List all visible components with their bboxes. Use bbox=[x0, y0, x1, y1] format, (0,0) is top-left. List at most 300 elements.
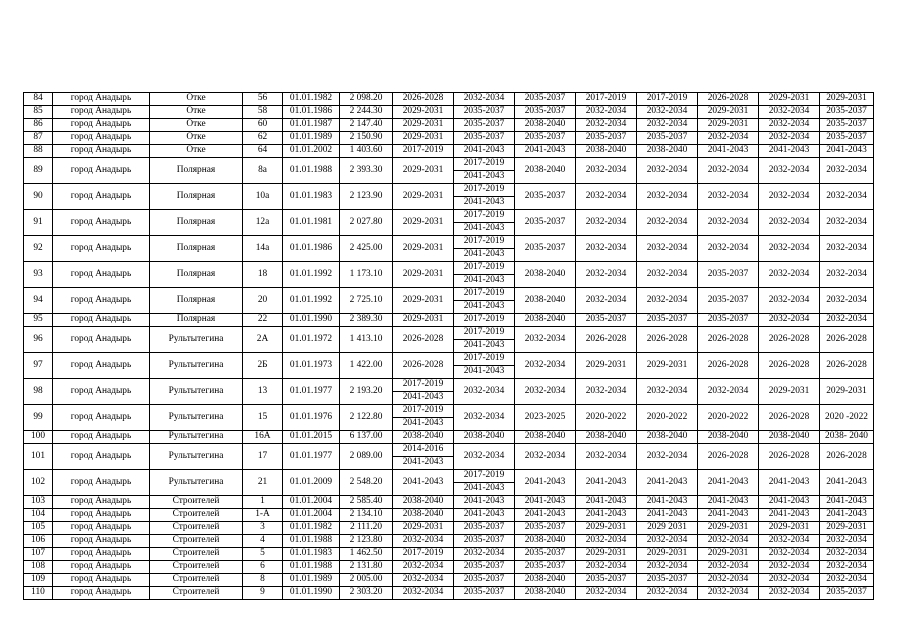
house-number-cell: 8 bbox=[243, 574, 283, 587]
period-cell: 2032-2034 bbox=[698, 132, 759, 145]
period-cell: 2038-2040 bbox=[576, 145, 637, 158]
city-cell: город Анадырь bbox=[53, 236, 150, 262]
period-cell: 2035-2037 bbox=[454, 535, 515, 548]
period-cell: 2041-2043 bbox=[820, 496, 874, 509]
period-cell: 2032-2034 bbox=[698, 184, 759, 210]
street-cell: Рультытегина bbox=[150, 379, 243, 405]
period-cell: 2032-2034 bbox=[820, 210, 874, 236]
house-number-cell: 21 bbox=[243, 470, 283, 496]
street-cell: Строителей bbox=[150, 561, 243, 574]
period-cell: 2035-2037 bbox=[454, 587, 515, 600]
period-cell: 2032-2034 bbox=[393, 587, 454, 600]
row-number-cell: 93 bbox=[24, 262, 53, 288]
commission-date-cell: 01.01.1973 bbox=[283, 353, 340, 379]
house-number-cell: 16А bbox=[243, 431, 283, 444]
table-row bbox=[24, 561, 874, 574]
split-period-cell bbox=[393, 444, 453, 469]
period-cell: 2017-2019 bbox=[454, 314, 515, 327]
table-row bbox=[24, 522, 874, 535]
period-cell: 2035-2037 bbox=[820, 587, 874, 600]
house-number-cell: 2А bbox=[243, 327, 283, 353]
period-cell: 2032-2034 bbox=[515, 353, 576, 379]
period-cell: 2026-2028 bbox=[637, 327, 698, 353]
period-cell: 2032-2034 bbox=[576, 262, 637, 288]
commission-date-cell: 01.01.2015 bbox=[283, 431, 340, 444]
city-cell: город Анадырь bbox=[53, 522, 150, 535]
period-cell: 2032-2034 bbox=[698, 587, 759, 600]
period-cell: 2032-2034 bbox=[759, 210, 820, 236]
area-cell: 2 150.90 bbox=[340, 132, 393, 145]
split-period-cell bbox=[454, 158, 514, 183]
table-row bbox=[24, 132, 874, 145]
period-cell: 2029-2031 bbox=[393, 522, 454, 535]
street-cell: Полярная bbox=[150, 314, 243, 327]
period-cell: 2032-2034 bbox=[515, 327, 576, 353]
split-period-cell bbox=[454, 327, 514, 352]
period-cell: 2035-2037 bbox=[454, 132, 515, 145]
commission-date-cell: 01.01.2002 bbox=[283, 145, 340, 158]
split-period-cell bbox=[393, 405, 453, 430]
period-cell: 2029-2031 bbox=[393, 236, 454, 262]
period-cell: 2041-2043 bbox=[576, 470, 637, 496]
period-cell: 2038-2040 bbox=[698, 431, 759, 444]
commission-date-cell: 01.01.1992 bbox=[283, 262, 340, 288]
commission-date-cell: 01.01.1990 bbox=[283, 314, 340, 327]
street-cell: Рультытегина bbox=[150, 444, 243, 470]
period-cell: 2035-2037 bbox=[515, 236, 576, 262]
street-cell: Отке bbox=[150, 145, 243, 158]
period-cell: 2020 -2022 bbox=[820, 405, 874, 431]
row-number-cell: 84 bbox=[24, 93, 53, 106]
street-cell: Отке bbox=[150, 132, 243, 145]
period-cell: 2041-2043 bbox=[393, 470, 454, 496]
period-cell: 2032-2034 bbox=[759, 184, 820, 210]
street-cell: Полярная bbox=[150, 184, 243, 210]
period-cell: 2035-2037 bbox=[698, 314, 759, 327]
street-cell: Рультытегина bbox=[150, 353, 243, 379]
house-number-cell: 56 bbox=[243, 93, 283, 106]
row-number-cell: 104 bbox=[24, 509, 53, 522]
period-cell: 2032-2034 bbox=[698, 158, 759, 184]
house-number-cell: 6 bbox=[243, 561, 283, 574]
period-cell: 2038-2040 bbox=[515, 587, 576, 600]
period-cell: 2026-2028 bbox=[759, 353, 820, 379]
table-row bbox=[24, 535, 874, 548]
commission-date-cell: 01.01.1977 bbox=[283, 379, 340, 405]
period-cell: 2041-2043 bbox=[698, 470, 759, 496]
area-cell: 2 005.00 bbox=[340, 574, 393, 587]
period-cell: 2032-2034 bbox=[637, 587, 698, 600]
street-cell: Рультытегина bbox=[150, 327, 243, 353]
city-cell: город Анадырь bbox=[53, 496, 150, 509]
period-cell: 2038-2040 bbox=[759, 431, 820, 444]
table-row bbox=[24, 262, 874, 288]
commission-date-cell: 01.01.2009 bbox=[283, 470, 340, 496]
period-cell: 2032-2034 bbox=[698, 379, 759, 405]
period-cell: 2032-2034 bbox=[454, 444, 515, 470]
street-cell: Строителей bbox=[150, 535, 243, 548]
period-cell bbox=[393, 405, 454, 431]
commission-date-cell: 01.01.1976 bbox=[283, 405, 340, 431]
area-cell: 2 244.30 bbox=[340, 106, 393, 119]
period-cell: 2035-2037 bbox=[515, 132, 576, 145]
period-cell: 2035-2037 bbox=[454, 119, 515, 132]
house-number-cell: 2Б bbox=[243, 353, 283, 379]
table-row bbox=[24, 184, 874, 210]
period-cell: 2029-2031 bbox=[637, 548, 698, 561]
period-cell: 2032-2034 bbox=[515, 379, 576, 405]
split-period-cell bbox=[454, 288, 514, 313]
city-cell: город Анадырь bbox=[53, 470, 150, 496]
table-row bbox=[24, 379, 874, 405]
period-cell: 2032-2034 bbox=[637, 106, 698, 119]
house-number-cell: 4 bbox=[243, 535, 283, 548]
area-cell: 2 027.80 bbox=[340, 210, 393, 236]
row-number-cell: 100 bbox=[24, 431, 53, 444]
period-cell: 2038-2040 bbox=[515, 158, 576, 184]
period-cell: 2035-2037 bbox=[820, 119, 874, 132]
commission-date-cell: 01.01.1989 bbox=[283, 574, 340, 587]
table-row bbox=[24, 496, 874, 509]
area-cell: 1 422.00 bbox=[340, 353, 393, 379]
house-number-cell: 18 bbox=[243, 262, 283, 288]
row-number-cell: 105 bbox=[24, 522, 53, 535]
period-cell: 2035-2037 bbox=[698, 288, 759, 314]
period-cell: 2026-2028 bbox=[393, 93, 454, 106]
city-cell: город Анадырь bbox=[53, 158, 150, 184]
period-cell: 2032-2034 bbox=[576, 444, 637, 470]
period-cell: 2038-2040 bbox=[515, 288, 576, 314]
period-cell: 2032-2034 bbox=[637, 158, 698, 184]
house-number-cell: 1-А bbox=[243, 509, 283, 522]
area-cell: 1 462.50 bbox=[340, 548, 393, 561]
period-cell: 2035-2037 bbox=[454, 106, 515, 119]
split-period-cell bbox=[454, 184, 514, 209]
area-cell: 1 413.10 bbox=[340, 327, 393, 353]
row-number-cell: 99 bbox=[24, 405, 53, 431]
period-cell: 2038-2040 bbox=[393, 431, 454, 444]
house-number-cell: 14а bbox=[243, 236, 283, 262]
period-cell: 2029-2031 bbox=[698, 522, 759, 535]
table-row bbox=[24, 314, 874, 327]
commission-date-cell: 01.01.1987 bbox=[283, 119, 340, 132]
row-number-cell: 91 bbox=[24, 210, 53, 236]
period-cell: 2032-2034 bbox=[698, 535, 759, 548]
period-cell: 2041-2043 bbox=[820, 470, 874, 496]
period-cell: 2032-2034 bbox=[759, 236, 820, 262]
period-cell: 2029-2031 bbox=[759, 93, 820, 106]
period-value: 2041-2043 bbox=[393, 456, 453, 469]
row-number-cell: 97 bbox=[24, 353, 53, 379]
period-cell: 2038-2040 bbox=[515, 574, 576, 587]
commission-date-cell: 01.01.1988 bbox=[283, 561, 340, 574]
split-period-cell bbox=[454, 262, 514, 287]
area-cell: 2 303.20 bbox=[340, 587, 393, 600]
period-cell: 2038-2040 bbox=[515, 262, 576, 288]
period-cell: 2032-2034 bbox=[759, 132, 820, 145]
period-cell: 2026-2028 bbox=[820, 353, 874, 379]
period-cell: 2029-2031 bbox=[820, 93, 874, 106]
period-cell: 2020-2022 bbox=[637, 405, 698, 431]
commission-date-cell: 01.01.1977 bbox=[283, 444, 340, 470]
period-cell: 2017-2019 bbox=[393, 145, 454, 158]
period-cell: 2032-2034 bbox=[393, 561, 454, 574]
city-cell: город Анадырь bbox=[53, 327, 150, 353]
period-cell: 2032-2034 bbox=[454, 405, 515, 431]
period-cell: 2041-2043 bbox=[820, 509, 874, 522]
period-cell: 2023-2025 bbox=[515, 405, 576, 431]
period-cell: 2035-2037 bbox=[820, 132, 874, 145]
period-cell: 2026-2028 bbox=[820, 327, 874, 353]
city-cell: город Анадырь bbox=[53, 509, 150, 522]
period-cell: 2029-2031 bbox=[759, 379, 820, 405]
period-value: 2014-2016 bbox=[402, 444, 444, 455]
house-number-cell: 58 bbox=[243, 106, 283, 119]
period-cell: 2041-2043 bbox=[759, 509, 820, 522]
period-cell: 2032-2034 bbox=[637, 379, 698, 405]
house-number-cell: 64 bbox=[243, 145, 283, 158]
period-cell: 2041-2043 bbox=[698, 145, 759, 158]
table-row bbox=[24, 288, 874, 314]
period-cell: 2029-2031 bbox=[393, 119, 454, 132]
city-cell: город Анадырь bbox=[53, 548, 150, 561]
period-cell: 2032-2034 bbox=[698, 574, 759, 587]
city-cell: город Анадырь bbox=[53, 535, 150, 548]
period-cell: 2032-2034 bbox=[576, 119, 637, 132]
period-cell: 2032-2034 bbox=[759, 574, 820, 587]
period-cell: 2032-2034 bbox=[576, 184, 637, 210]
row-number-cell: 101 bbox=[24, 444, 53, 470]
period-cell: 2038-2040 bbox=[393, 509, 454, 522]
period-cell: 2038-2040 bbox=[637, 145, 698, 158]
period-cell bbox=[454, 262, 515, 288]
row-number-cell: 109 bbox=[24, 574, 53, 587]
period-cell: 2032-2034 bbox=[759, 262, 820, 288]
commission-date-cell: 01.01.2004 bbox=[283, 509, 340, 522]
period-cell: 2041-2043 bbox=[576, 496, 637, 509]
period-cell: 2026-2028 bbox=[698, 93, 759, 106]
period-value: 2041-2043 bbox=[454, 170, 514, 183]
period-cell: 2038-2040 bbox=[637, 431, 698, 444]
period-cell: 2035-2037 bbox=[820, 106, 874, 119]
house-number-cell: 15 bbox=[243, 405, 283, 431]
street-cell: Полярная bbox=[150, 236, 243, 262]
area-cell: 2 122.80 bbox=[340, 405, 393, 431]
city-cell: город Анадырь bbox=[53, 288, 150, 314]
table-row bbox=[24, 145, 874, 158]
street-cell: Строителей bbox=[150, 587, 243, 600]
period-cell: 2029-2031 bbox=[393, 288, 454, 314]
city-cell: город Анадырь bbox=[53, 184, 150, 210]
period-cell: 2032-2034 bbox=[393, 574, 454, 587]
period-cell: 2038-2040 bbox=[515, 119, 576, 132]
city-cell: город Анадырь bbox=[53, 353, 150, 379]
area-cell: 2 123.90 bbox=[340, 184, 393, 210]
period-cell: 2038- 2040 bbox=[820, 431, 874, 444]
period-cell: 2032-2034 bbox=[820, 288, 874, 314]
split-period-cell bbox=[454, 236, 514, 261]
period-cell: 2032-2034 bbox=[576, 158, 637, 184]
period-cell: 2029-2031 bbox=[576, 353, 637, 379]
row-number-cell: 90 bbox=[24, 184, 53, 210]
area-cell: 2 131.80 bbox=[340, 561, 393, 574]
period-cell: 2032-2034 bbox=[576, 561, 637, 574]
period-cell: 2035-2037 bbox=[637, 132, 698, 145]
period-cell: 2026-2028 bbox=[393, 353, 454, 379]
period-cell: 2035-2037 bbox=[576, 574, 637, 587]
period-cell: 2032-2034 bbox=[576, 587, 637, 600]
period-cell: 2026-2028 bbox=[576, 327, 637, 353]
house-number-cell: 1 bbox=[243, 496, 283, 509]
period-cell: 2029-2031 bbox=[393, 158, 454, 184]
period-cell: 2032-2034 bbox=[576, 106, 637, 119]
commission-date-cell: 01.01.1983 bbox=[283, 184, 340, 210]
period-cell: 2029-2031 bbox=[698, 548, 759, 561]
period-cell: 2032-2034 bbox=[637, 119, 698, 132]
commission-date-cell: 01.01.1982 bbox=[283, 93, 340, 106]
period-cell: 2029-2031 bbox=[576, 548, 637, 561]
period-cell: 2038-2040 bbox=[576, 431, 637, 444]
period-cell: 2029-2031 bbox=[698, 106, 759, 119]
period-cell: 2032-2034 bbox=[637, 236, 698, 262]
commission-date-cell: 01.01.1988 bbox=[283, 535, 340, 548]
row-number-cell: 96 bbox=[24, 327, 53, 353]
row-number-cell: 108 bbox=[24, 561, 53, 574]
period-cell: 2017-2019 bbox=[637, 93, 698, 106]
period-cell: 2032-2034 bbox=[698, 210, 759, 236]
area-cell: 2 425.00 bbox=[340, 236, 393, 262]
period-cell: 2035-2037 bbox=[515, 210, 576, 236]
house-number-cell: 9 bbox=[243, 587, 283, 600]
period-cell: 2032-2034 bbox=[820, 158, 874, 184]
period-cell: 2035-2037 bbox=[515, 184, 576, 210]
period-cell bbox=[454, 470, 515, 496]
period-cell: 2032-2034 bbox=[820, 262, 874, 288]
area-cell: 6 137.00 bbox=[340, 431, 393, 444]
street-cell: Отке bbox=[150, 119, 243, 132]
period-cell: 2029-2031 bbox=[393, 184, 454, 210]
period-cell: 2029-2031 bbox=[637, 353, 698, 379]
period-cell bbox=[454, 327, 515, 353]
period-cell: 2032-2034 bbox=[576, 288, 637, 314]
period-cell: 2032-2034 bbox=[576, 236, 637, 262]
commission-date-cell: 01.01.1988 bbox=[283, 158, 340, 184]
period-cell: 2041-2043 bbox=[820, 145, 874, 158]
table-row bbox=[24, 587, 874, 600]
period-value: 2017-2019 bbox=[463, 262, 505, 273]
period-cell: 2029-2031 bbox=[759, 522, 820, 535]
period-cell bbox=[454, 210, 515, 236]
table-row bbox=[24, 431, 874, 444]
commission-date-cell: 01.01.1972 bbox=[283, 327, 340, 353]
area-cell: 2 089.00 bbox=[340, 444, 393, 470]
period-cell: 2029-2031 bbox=[393, 106, 454, 119]
table-row bbox=[24, 509, 874, 522]
period-cell: 2029-2031 bbox=[698, 119, 759, 132]
city-cell: город Анадырь bbox=[53, 119, 150, 132]
period-cell: 2032-2034 bbox=[820, 184, 874, 210]
period-cell: 2026-2028 bbox=[759, 444, 820, 470]
period-value: 2041-2043 bbox=[454, 274, 514, 287]
area-cell: 2 193.20 bbox=[340, 379, 393, 405]
period-cell bbox=[393, 379, 454, 405]
period-cell: 2026-2028 bbox=[759, 405, 820, 431]
row-number-cell: 89 bbox=[24, 158, 53, 184]
period-cell: 2035-2037 bbox=[515, 561, 576, 574]
period-cell: 2029 2031 bbox=[637, 522, 698, 535]
split-period-cell bbox=[454, 353, 514, 378]
period-cell: 2032-2034 bbox=[759, 561, 820, 574]
street-cell: Полярная bbox=[150, 210, 243, 236]
area-cell: 2 389.30 bbox=[340, 314, 393, 327]
table-row bbox=[24, 327, 874, 353]
period-cell: 2032-2034 bbox=[820, 574, 874, 587]
street-cell: Полярная bbox=[150, 262, 243, 288]
period-cell bbox=[454, 353, 515, 379]
period-cell: 2032-2034 bbox=[637, 184, 698, 210]
period-cell: 2032-2034 bbox=[637, 288, 698, 314]
period-cell: 2029-2031 bbox=[576, 522, 637, 535]
period-cell: 2041-2043 bbox=[515, 509, 576, 522]
period-cell: 2035-2037 bbox=[454, 574, 515, 587]
period-value: 2017-2019 bbox=[402, 379, 444, 390]
table-row bbox=[24, 93, 874, 106]
street-cell: Полярная bbox=[150, 288, 243, 314]
period-cell: 2026-2028 bbox=[820, 444, 874, 470]
city-cell: город Анадырь bbox=[53, 93, 150, 106]
street-cell: Отке bbox=[150, 93, 243, 106]
period-cell: 2041-2043 bbox=[454, 509, 515, 522]
house-number-cell: 60 bbox=[243, 119, 283, 132]
period-cell: 2026-2028 bbox=[698, 353, 759, 379]
period-cell: 2041-2043 bbox=[759, 496, 820, 509]
table-row bbox=[24, 158, 874, 184]
split-period-cell bbox=[454, 210, 514, 235]
period-value: 2041-2043 bbox=[454, 222, 514, 235]
split-period-cell bbox=[393, 379, 453, 404]
period-cell: 2017-2019 bbox=[576, 93, 637, 106]
period-cell: 2032-2034 bbox=[637, 210, 698, 236]
period-cell: 2032-2034 bbox=[820, 548, 874, 561]
period-cell: 2038-2040 bbox=[515, 431, 576, 444]
city-cell: город Анадырь bbox=[53, 587, 150, 600]
period-cell: 2032-2034 bbox=[698, 236, 759, 262]
city-cell: город Анадырь bbox=[53, 262, 150, 288]
period-cell: 2032-2034 bbox=[759, 548, 820, 561]
period-cell: 2035-2037 bbox=[454, 522, 515, 535]
row-number-cell: 103 bbox=[24, 496, 53, 509]
commission-date-cell: 01.01.1992 bbox=[283, 288, 340, 314]
city-cell: город Анадырь bbox=[53, 405, 150, 431]
period-cell bbox=[393, 444, 454, 470]
table-row bbox=[24, 236, 874, 262]
house-number-cell: 22 bbox=[243, 314, 283, 327]
house-number-cell: 62 bbox=[243, 132, 283, 145]
street-cell: Строителей bbox=[150, 496, 243, 509]
area-cell: 1 173.10 bbox=[340, 262, 393, 288]
period-cell: 2032-2034 bbox=[454, 548, 515, 561]
street-cell: Рультытегина bbox=[150, 405, 243, 431]
area-cell: 2 098.20 bbox=[340, 93, 393, 106]
period-cell: 2026-2028 bbox=[393, 327, 454, 353]
period-cell: 2032-2034 bbox=[759, 535, 820, 548]
area-cell: 2 393.30 bbox=[340, 158, 393, 184]
period-cell: 2017-2019 bbox=[393, 548, 454, 561]
period-value: 2041-2043 bbox=[454, 365, 514, 378]
period-cell: 2029-2031 bbox=[393, 262, 454, 288]
table-row bbox=[24, 353, 874, 379]
row-number-cell: 86 bbox=[24, 119, 53, 132]
